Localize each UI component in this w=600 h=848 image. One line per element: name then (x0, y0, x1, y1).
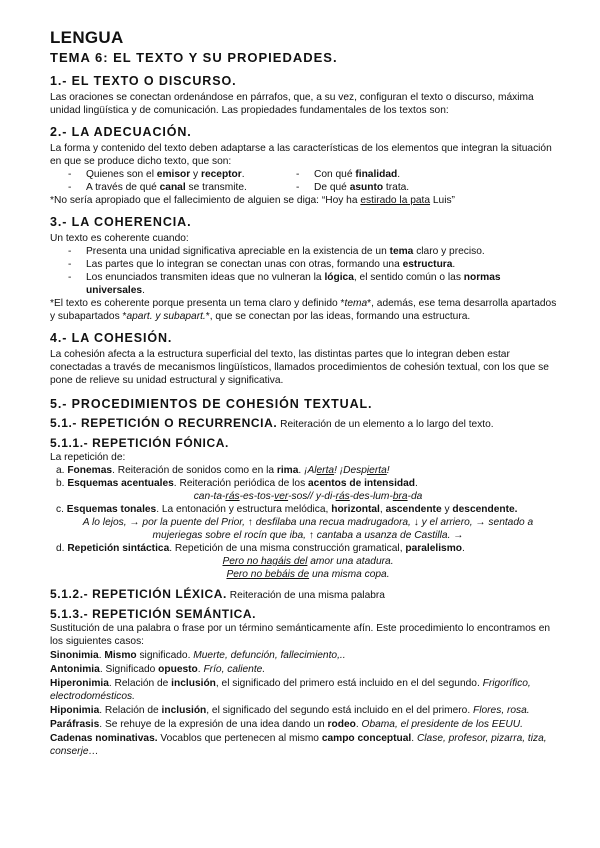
nominal-chains-definition: Cadenas nominativas. Vocablos que pertenecen al mismo campo conceptual. Clase, profesor, pizarra, tiza, conserje… (50, 733, 547, 757)
hyperonymy-definition: Hiperonimia. Relación de inclusión, el significado del primero está incluido en el del segundo. Frigorífico, electrodomésticos. (50, 678, 531, 702)
list-item-b: b. Esquemas acentuales. Reiteración periódica de los acentos de intensidad. (56, 478, 418, 489)
section-1-text: Las oraciones se conectan ordenándose en párrafos, que, a su vez, configuran el texto o discurso, máxima unidad lingüística y de comunicación. Las propiedades fundamentales de los textos son: (50, 92, 534, 116)
list-item: - Con qué finalidad. (296, 168, 400, 181)
section-2-text: La forma y contenido del texto deben adaptarse a las características de los elementos que integran la situación en que se produce dicho texto, que son: (50, 143, 552, 167)
adequacy-list-row-2 (50, 181, 560, 194)
document-page (50, 28, 560, 759)
antonymy-definition: Antonimia. Significado opuesto. Frío, caliente. (50, 664, 266, 675)
list-item-d: d. Repetición sintáctica. Repetición de una misma construcción gramatical, paralelismo. (56, 543, 465, 554)
coherence-note: *El texto es coherente porque presenta un tema claro y definido *tema*, además, ese tema desarrolla apartados y subapartados *apart. y subapart.*, que se conectan por las ideas, formando una estructura. (50, 298, 557, 322)
list-item: - Presenta una unidad significativa apreciable en la existencia de un tema claro y preciso. (68, 245, 560, 258)
section-5-1-2-heading: 5.1.2.- REPETICIÓN LÉXICA. Reiteración de una misma palabra (50, 587, 385, 601)
document-title: LENGUA (50, 28, 124, 47)
list-item: - Los enunciados transmiten ideas que no vulneran la lógica, el sentido común o las normas universales. (68, 271, 560, 297)
syntactic-example-2: Pero no bebáis de una misma copa. (226, 569, 390, 580)
list-item-c: c. Esquemas tonales. La entonación y estructura melódica, horizontal, ascendente y descendente. (56, 504, 518, 515)
list-item: - A través de qué canal se transmite. (68, 181, 296, 194)
tonal-example: A lo lejos, → por la puente del Prior, ↑ desfilaba una recua madrugadora, ↓ y el arriero, → sentado a mujeriegas sobre el rocín que iba, ↑ cantaba a usanza de Castilla. → (82, 517, 534, 541)
hyponymy-definition: Hiponimia. Relación de inclusión, el significado del segundo está incluido en el del primero. Flores, rosa. (50, 705, 530, 716)
adequacy-list-row-1 (50, 168, 560, 181)
list-item-a: a. Fonemas. Reiteración de sonidos como en la rima. ¡Alerta! ¡Despierta! (56, 465, 390, 476)
coherence-intro: Un texto es coherente cuando: (50, 233, 189, 244)
section-5-1-1-heading: 5.1.1.- REPETICIÓN FÓNICA. (50, 436, 229, 450)
semantic-intro: Sustitución de una palabra o frase por un término semánticamente afín. Este procedimiento lo encontramos en los siguientes casos: (50, 623, 551, 647)
list-item: - De qué asunto trata. (296, 181, 409, 194)
section-5-1-3-heading: 5.1.3.- REPETICIÓN SEMÁNTICA. (50, 607, 257, 621)
list-item: - Las partes que lo integran se conectan unas con otras, formando una estructura. (68, 258, 560, 271)
paraphrase-definition: Paráfrasis. Se rehuye de la expresión de una idea dando un rodeo. Obama, el presidente de los EEUU. (50, 719, 523, 730)
topic-title: TEMA 6: EL TEXTO Y SU PROPIEDADES. (50, 50, 338, 65)
section-3-heading: 3.- LA COHERENCIA. (50, 215, 192, 229)
accent-example: can-ta-rás-es-tos-ver-sos// y-di-rás-des-lum-bra-da (193, 491, 423, 502)
section-4-heading: 4.- LA COHESIÓN. (50, 331, 173, 345)
adequacy-note: *No sería apropiado que el fallecimiento de alguien se diga: “Hoy ha estirado la pata Luis” (50, 195, 455, 206)
section-5-heading: 5.- PROCEDIMIENTOS DE COHESIÓN TEXTUAL. (50, 397, 373, 411)
section-2-heading: 2.- LA ADECUACIÓN. (50, 125, 192, 139)
repetition-intro: La repetición de: (50, 452, 126, 463)
section-4-text: La cohesión afecta a la estructura superficial del texto, las distintas partes que lo integran deben estar conectadas a través de mecanismos lingüísticos, llamados procedimientos de cohesión textual, con los que se pone de relieve su unidad estructural y significativa. (50, 349, 549, 386)
syntactic-example-1: Pero no hagáis del amor una atadura. (222, 556, 394, 567)
synonymy-definition: Sinonimia. Mismo significado. Muerte, defunción, fallecimiento,.. (50, 650, 346, 661)
section-5-1-heading: 5.1.- REPETICIÓN O RECURRENCIA. Reiteración de un elemento a lo largo del texto. (50, 416, 494, 430)
coherence-list (50, 245, 560, 297)
list-item: - Quienes son el emisor y receptor. (68, 168, 296, 181)
section-1-heading: 1.- EL TEXTO O DISCURSO. (50, 74, 237, 88)
repetition-list (50, 464, 560, 581)
